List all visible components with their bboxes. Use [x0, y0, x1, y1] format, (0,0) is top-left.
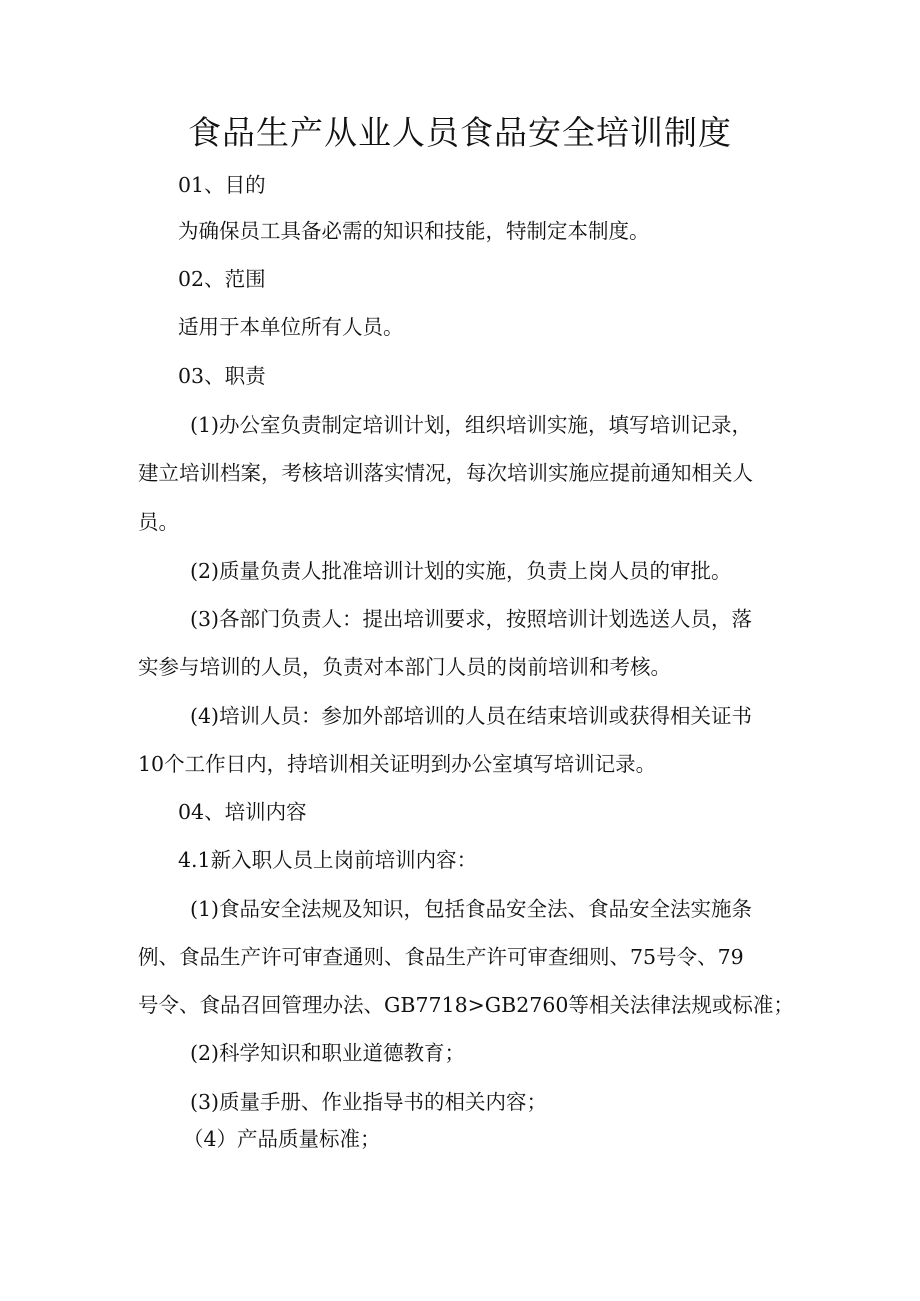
section-heading-purpose: 01、目的 — [178, 173, 266, 197]
paragraph-line: (2)科学知识和职业道德教育； — [190, 1041, 466, 1065]
document-title: 食品生产从业人员食品安全培训制度 — [188, 113, 732, 152]
paragraph-line: 建立培训档案，考核培训落实情况，每次培训实施应提前通知相关人 — [138, 461, 753, 485]
paragraph-line: 例、食品生产许可审查通则、食品生产许可审查细则、75号令、79 — [138, 945, 744, 969]
paragraph-line: (3)质量手册、作业指导书的相关内容； — [190, 1090, 548, 1114]
paragraph-line: (3)各部门负责人：提出培训要求，按照培训计划选送人员，落 — [190, 607, 753, 631]
paragraph-line: 为确保员工具备必需的知识和技能，特制定本制度。 — [178, 219, 650, 243]
paragraph-line: 10个工作日内，持培训相关证明到办公室填写培训记录。 — [138, 752, 657, 776]
paragraph-line: 号令、食品召回管理办法、GB7718>GB2760等相关法律法规或标准； — [138, 993, 794, 1017]
paragraph-line: 适用于本单位所有人员。 — [178, 315, 404, 339]
paragraph-line: 员。 — [138, 510, 179, 534]
paragraph-line: 实参与培训的人员，负责对本部门人员的岗前培训和考核。 — [138, 655, 671, 679]
section-heading-responsibilities: 03、职责 — [178, 364, 266, 388]
section-heading-scope: 02、范围 — [178, 267, 266, 291]
paragraph-line: (2)质量负责人批准培训计划的实施，负责上岗人员的审批。 — [190, 559, 732, 583]
paragraph-line: (4)培训人员：参加外部培训的人员在结束培训或获得相关证书 — [190, 704, 753, 728]
section-heading-training-content: 04、培训内容 — [178, 800, 307, 824]
paragraph-line: (1)食品安全法规及知识，包括食品安全法、食品安全法实施条 — [190, 897, 753, 921]
paragraph-line: （4）产品质量标准； — [183, 1127, 381, 1151]
paragraph-line: (1)办公室负责制定培训计划，组织培训实施，填写培训记录， — [190, 413, 753, 437]
subsection-heading: 4.1新入职人员上岗前培训内容： — [178, 848, 478, 872]
